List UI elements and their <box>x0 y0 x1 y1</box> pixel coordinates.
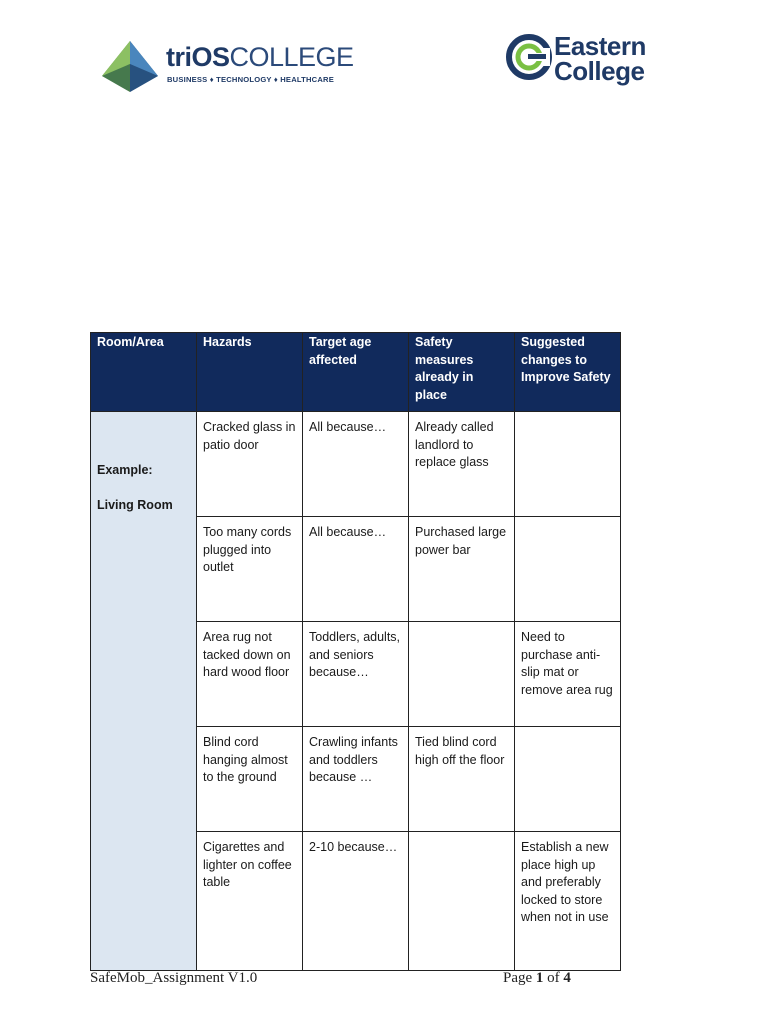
page-of: of <box>543 970 564 986</box>
trios-wordmark: triOSCOLLEGE <box>166 42 354 72</box>
target-age-cell: Crawling infants and toddlers because … <box>303 727 409 832</box>
eastern-college-logo <box>506 32 686 92</box>
eastern-wordmark <box>554 31 646 86</box>
header-room-area: Room/Area <box>91 333 197 412</box>
footer-page-number <box>503 970 571 987</box>
eastern-c-icon <box>506 34 552 80</box>
changes-cell: Need to purchase anti-slip mat or remove area rug <box>515 622 621 727</box>
table-row <box>91 412 621 517</box>
eastern-wordmark-line1: Eastern <box>554 31 646 61</box>
room-name: Living Room <box>97 497 173 512</box>
measures-cell: Tied blind cord high off the floor <box>409 727 515 832</box>
header-target-age: Target age affected <box>303 333 409 412</box>
room-area-cell <box>91 412 197 971</box>
eastern-wordmark-line2: College <box>554 56 645 86</box>
page-prefix: Page <box>503 970 536 986</box>
changes-cell <box>515 517 621 622</box>
room-example-label: Example: <box>97 463 153 477</box>
header-safety-measures: Safety measures already in place <box>409 333 515 412</box>
changes-cell <box>515 727 621 832</box>
changes-cell <box>515 412 621 517</box>
trios-college-logo <box>100 38 354 98</box>
target-age-cell: All because… <box>303 517 409 622</box>
target-age-cell: 2-10 because… <box>303 832 409 971</box>
target-age-cell: Toddlers, adults, and seniors because… <box>303 622 409 727</box>
measures-cell: Purchased large power bar <box>409 517 515 622</box>
hazard-cell: Area rug not tacked down on hard wood floor <box>197 622 303 727</box>
table-header-row <box>91 333 621 412</box>
changes-cell: Establish a new place high up and preferably locked to store when not in use <box>515 832 621 971</box>
hazard-cell: Blind cord hanging almost to the ground <box>197 727 303 832</box>
header-suggested-changes: Suggested changes to Improve Safety <box>515 333 621 412</box>
measures-cell <box>409 832 515 971</box>
hazard-cell: Cracked glass in patio door <box>197 412 303 517</box>
footer-doc-name: SafeMob_Assignment V1.0 <box>90 970 258 986</box>
header-hazards: Hazards <box>197 333 303 412</box>
target-age-cell: All because… <box>303 412 409 517</box>
hazard-cell: Too many cords plugged into outlet <box>197 517 303 622</box>
trios-tagline: BUSINESS ♦ TECHNOLOGY ♦ HEALTHCARE <box>167 75 334 84</box>
pyramid-icon <box>100 38 160 94</box>
hazards-table <box>90 332 621 971</box>
page-current: 1 <box>535 970 544 986</box>
page-total: 4 <box>563 970 571 986</box>
measures-cell <box>409 622 515 727</box>
hazard-cell: Cigarettes and lighter on coffee table <box>197 832 303 971</box>
measures-cell: Already called landlord to replace glass <box>409 412 515 517</box>
